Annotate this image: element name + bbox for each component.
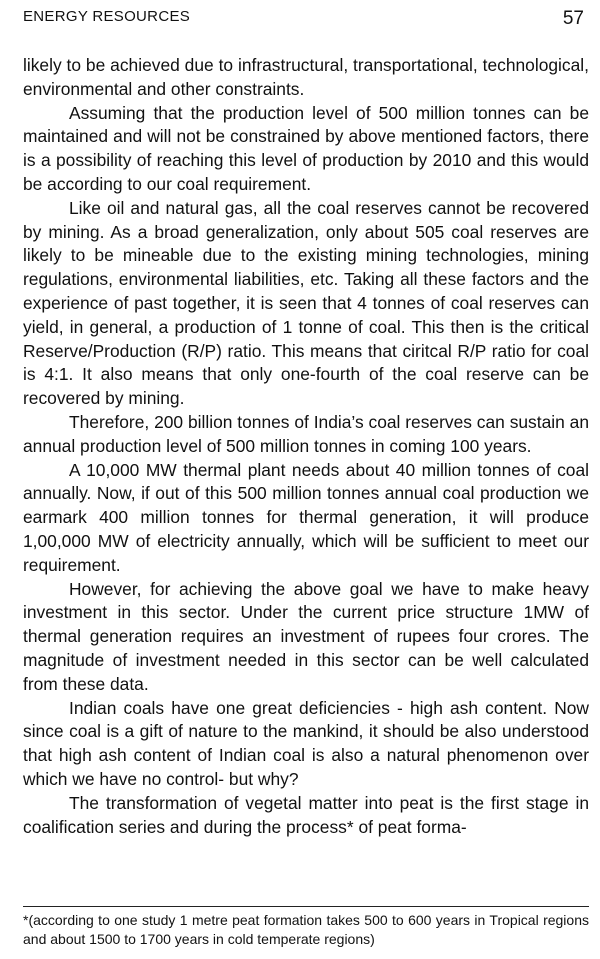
- footnote: *(according to one study 1 metre peat formation takes 500 to 600 years in Tropical regions and about 1500 to 1700 years in cold temperate regions): [23, 912, 589, 947]
- footnote-divider: [23, 906, 589, 907]
- page-number: 57: [562, 8, 584, 29]
- paragraph-production-level: Assuming that the production level of 500 million tonnes can be maintained and will not be constrained by above mentioned factors, there is a possibility of reaching this level of production by 2010 and this would be according to our coal requirement.: [23, 102, 589, 194]
- paragraph-continuation: likely to be achieved due to infrastructural, transportational, technological, environmental and other constraints.: [23, 55, 589, 99]
- paragraph-ash-content: Indian coals have one great deficiencies - high ash content. Now since coal is a gift of nature to the mankind, it should be also understood that high ash content of Indian coal is also a natural phenomenon over which we have no control- but why?: [23, 697, 589, 789]
- paragraph-investment: However, for achieving the above goal we have to make heavy investment in this sector. Under the current price structure 1MW of thermal generation requires an investment of rupees four crores. The magnitude of investment needed in this sector can be well calculated from these data.: [23, 578, 589, 694]
- paragraph-reserves-recovery: Like oil and natural gas, all the coal reserves cannot be recovered by mining. As a broad generalization, only about 505 coal reserves are likely to be mineable due to the existing mining technologies, mining regulations, environmental liabilities, etc. Taking all these factors and the experience of past together, it is seen that 4 tonnes of coal reserves can yield, in general, a production of 1 tonne of coal. This then is the critical Reserve/Production (R/P) ratio. This means that ciritcal R/P ratio for coal is 4:1. It also means that only one-fourth of the coal reserve can be recovered by mining.: [23, 197, 589, 409]
- body-text: [23, 54, 589, 839]
- paragraph-thermal-plant: A 10,000 MW thermal plant needs about 40 million tonnes of coal annually. Now, if out of this 500 million tonnes annual coal production we earmark 400 million tonnes for thermal generation, it will produce 1,00,000 MW of electricity annually, which will be sufficient to meet our requirement.: [23, 459, 589, 575]
- running-title: ENERGY RESOURCES: [23, 8, 191, 25]
- paragraph-peat-formation: The transformation of vegetal matter into peat is the first stage in coalification series and during the process* of peat forma-: [23, 792, 589, 837]
- paragraph-sustain-production: Therefore, 200 billion tonnes of India’s coal reserves can sustain an annual production level of 500 million tonnes in coming 100 years.: [23, 411, 589, 456]
